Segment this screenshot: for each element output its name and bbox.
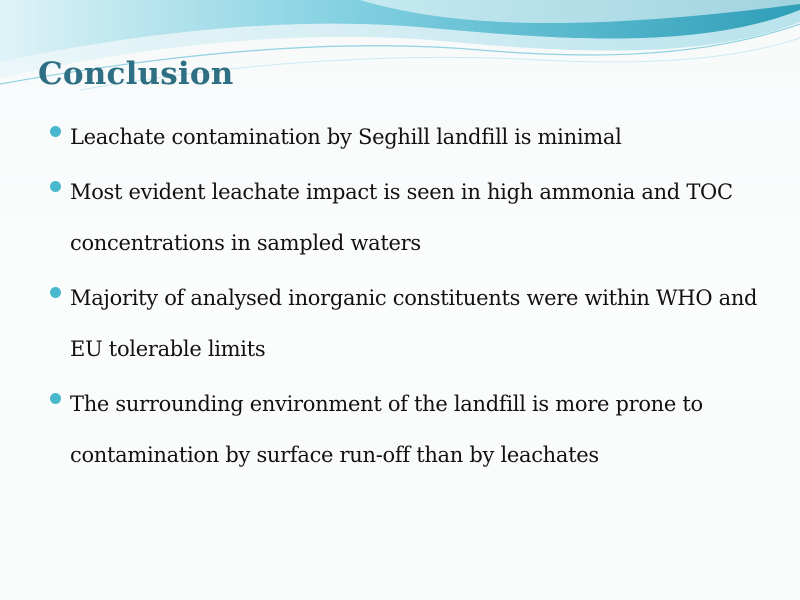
bullet-text: The surrounding environment of the landfill is more prone to contamination by surface run-off than by leachates (70, 392, 703, 467)
bullet-text: Leachate contamination by Seghill landfill is minimal (70, 125, 622, 149)
bullet-item (50, 273, 770, 375)
bullet-item (50, 167, 770, 269)
slide-title: Conclusion (38, 56, 234, 92)
bullet-dot-icon (50, 126, 61, 137)
bullet-dot-icon (50, 393, 61, 404)
bullet-item (50, 112, 770, 163)
bullet-dot-icon (50, 181, 61, 192)
bullet-item (50, 379, 770, 481)
bullet-text: Most evident leachate impact is seen in high ammonia and TOC concentrations in sampled waters (70, 180, 733, 255)
bullet-text: Majority of analysed inorganic constituents were within WHO and EU tolerable limits (70, 286, 758, 361)
bullet-dot-icon (50, 287, 61, 298)
bullet-list (50, 112, 770, 485)
